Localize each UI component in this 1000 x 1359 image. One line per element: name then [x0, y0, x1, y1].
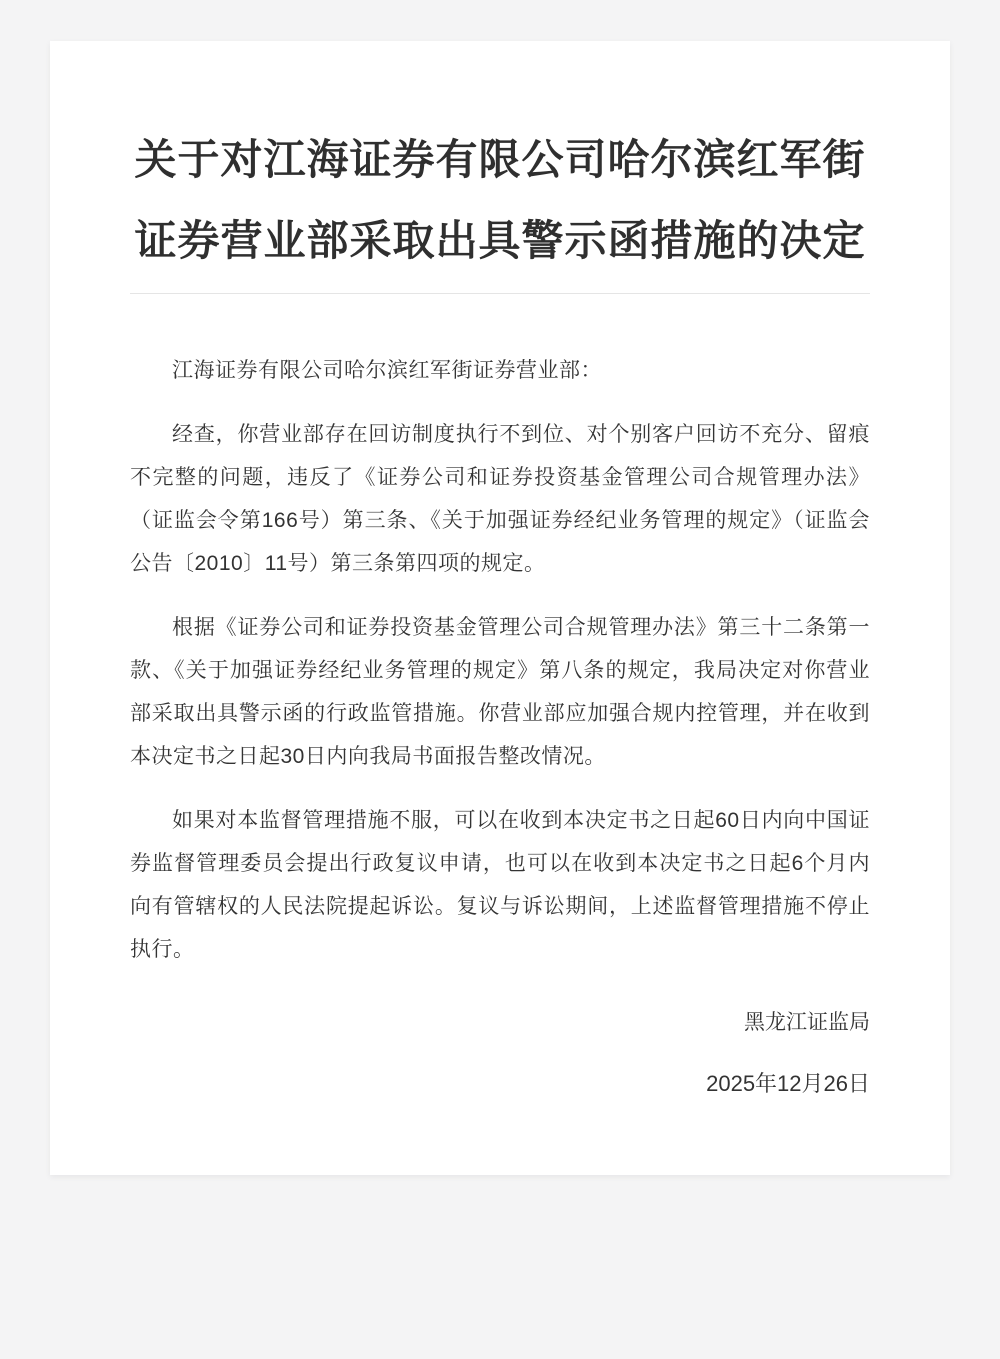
body-paragraph: 经查，你营业部存在回访制度执行不到位、对个别客户回访不充分、留痕不完整的问题，违反了《证券公司和证券投资基金管理公司合规管理办法》（证监会令第166号）第三条、《关于加强证券经纪业务管理的规定》（证监会公告〔2010〕11号）第三条第四项的规定。 — [130, 423, 870, 575]
document-title: 关于对江海证券有限公司哈尔滨红军街证券营业部采取出具警示函措施的决定 — [134, 136, 866, 264]
body-paragraph: 根据《证券公司和证券投资基金管理公司合规管理办法》第三十二条第一款、《关于加强证券经纪业务管理的规定》第八条的规定，我局决定对你营业部采取出具警示函的行政监管措施。你营业部应加强合规内控管理，并在收到本决定书之日起30日内向我局书面报告整改情况。 — [130, 616, 870, 768]
document-card — [50, 41, 950, 1175]
title-divider — [130, 293, 870, 294]
salutation-line: 江海证券有限公司哈尔滨红军街证券营业部： — [172, 359, 602, 382]
body-paragraph: 如果对本监督管理措施不服，可以在收到本决定书之日起60日内向中国证券监督管理委员会提出行政复议申请，也可以在收到本决定书之日起6个月内向有管辖权的人民法院提起诉讼。复议与诉讼期间，上述监督管理措施不停止执行。 — [130, 809, 870, 961]
issue-date: 2025年12月26日 — [706, 1071, 870, 1096]
issuer-signature: 黑龙江证监局 — [744, 1011, 870, 1034]
document-paragraphs — [130, 413, 870, 971]
document-body — [130, 349, 870, 971]
